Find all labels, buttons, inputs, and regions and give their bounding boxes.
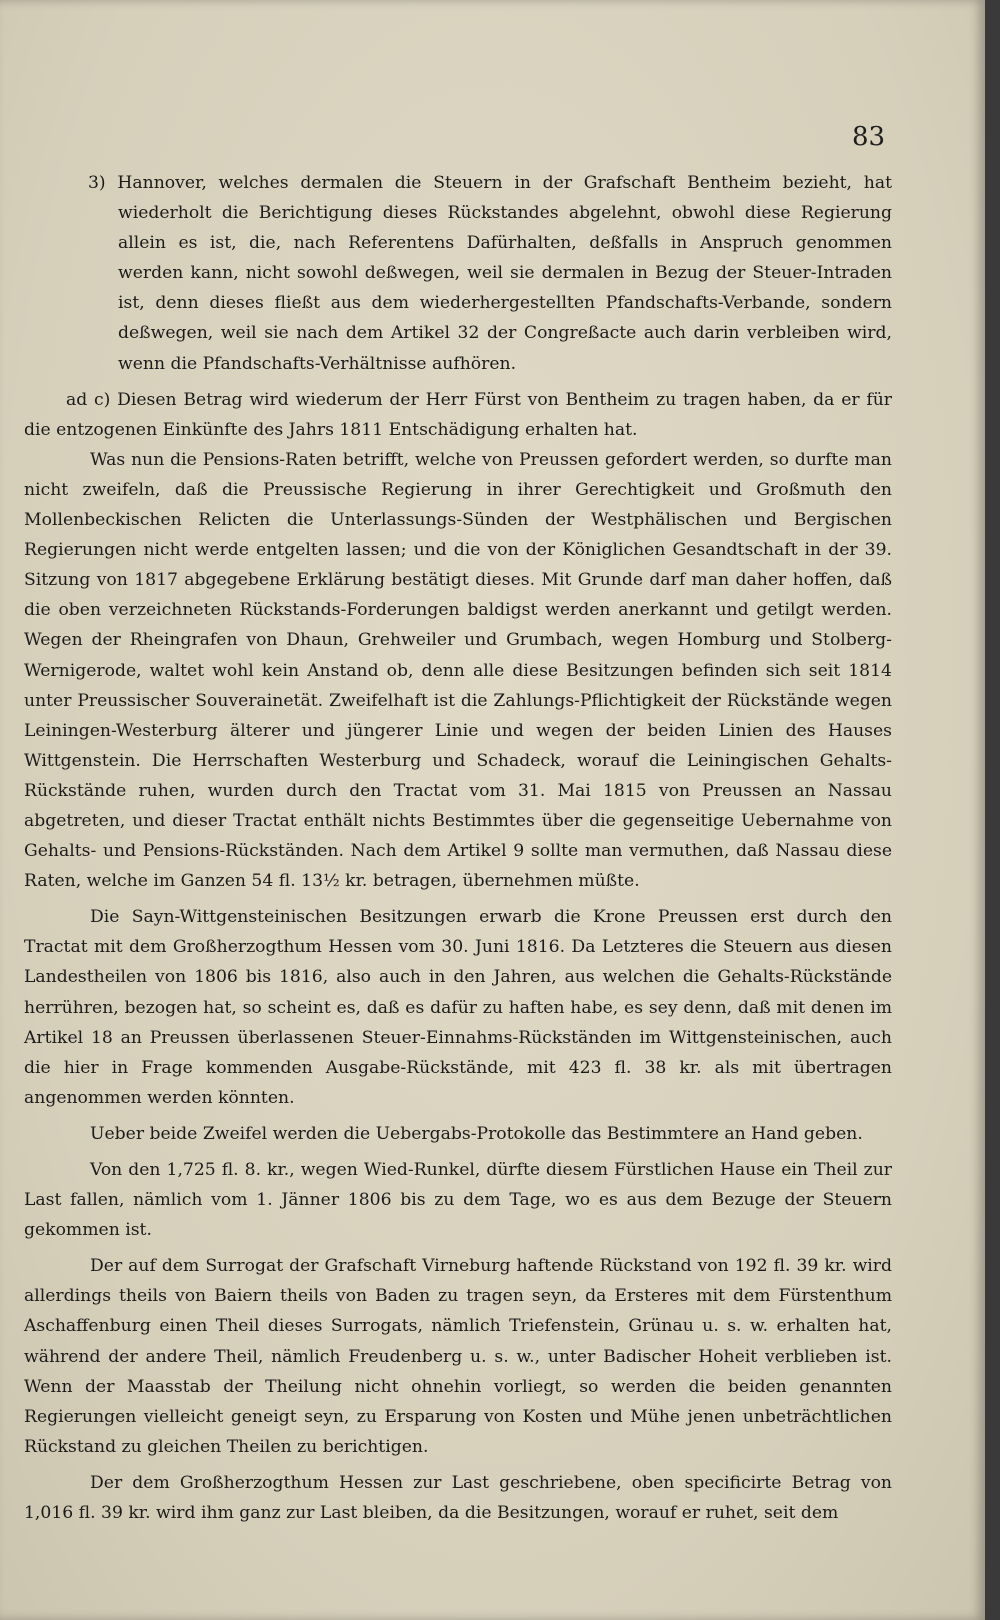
- paragraph-zweifel: Ueber beide Zweifel werden die Uebergabs-Protokolle das Bestimmtere an Hand geben.: [90, 1123, 863, 1144]
- page-number: 83: [852, 122, 886, 152]
- paragraph-hannover: 3) Hannover, welches dermalen die Steuern in der Grafschaft Bentheim bezieht, hat wiederholt die Berichtigung dieses Rückstandes abgelehnt, obwohl diese Regierung allein es ist, die, nach Referentens Dafürhalten, deßfalls in Anspruch genommen werden kann, nicht sowohl deßwegen, weil sie dermalen in Bezug der Steuer-Intraden ist, denn dieses fließt aus dem wiederhergestellten Pfandschafts-Verbande, sondern deßwegen, weil sie nach dem Artikel 32 der Congreßacte auch darin verbleiben wird, wenn die Pfandschafts-Verhältnisse aufhören.: [88, 173, 892, 374]
- paragraph-wied-runkel: Von den 1,725 fl. 8. kr., wegen Wied-Runkel, dürfte diesem Fürstlichen Hause ein Theil zur Last fallen, nämlich vom 1. Jänner 1806 bis zu dem Tage, wo es aus dem Bezuge der Steuern gekommen ist.: [24, 1160, 892, 1241]
- paragraph-hessen: Der dem Großherzogthum Hessen zur Last geschriebene, oben specificirte Betrag von 1,016 fl. 39 kr. wird ihm ganz zur Last bleiben, da die Besitzungen, worauf er ruhet, seit dem: [24, 1472, 892, 1524]
- paragraph-sayn-wittgenstein: Die Sayn-Wittgensteinischen Besitzungen erwarb die Krone Preussen erst durch den Tractat mit dem Großherzogthum Hessen vom 30. Juni 1816. Da Letzteres die Steuern aus diesen Landestheilen von 1806 bis 1816, also auch in den Jahren, aus welchen die Gehalts-Rückstände herrühren, bezogen hat, so scheint es, daß es dafür zu haften habe, es sey denn, daß mit denen im Artikel 18 an Preussen überlassenen Steuer-Einnahms-Rückständen im Wittgensteinischen, auch die hier in Frage kommenden Ausgabe-Rückstände, mit 423 fl. 38 kr. als mit übertragen angenommen werden könnten.: [24, 907, 892, 1108]
- body-text: [24, 168, 892, 1528]
- paragraph-ad-c: ad c) Diesen Betrag wird wiederum der Herr Fürst von Bentheim zu tragen haben, da er für die entzogenen Einkünfte des Jahrs 1811 Entschädigung erhalten hat.: [24, 389, 892, 440]
- paragraph-virneburg: Der auf dem Surrogat der Grafschaft Virneburg haftende Rückstand von 192 fl. 39 kr. wird allerdings theils von Baiern theils von Baden zu tragen seyn, da Ersteres mit dem Fürstenthum Aschaffenburg einen Theil dieses Surrogats, nämlich Triefenstein, Grünau u. s. w. erhalten hat, während der andere Theil, nämlich Freudenberg u. s. w., unter Badischer Hoheit verblieben ist. Wenn der Maasstab der Theilung nicht ohnehin vorliegt, so werden die beiden genannten Regierungen vielleicht geneigt seyn, zu Ersparung von Kosten und Mühe jenen unbeträchtlichen Rückstand zu gleichen Theilen zu berichtigen.: [24, 1256, 892, 1457]
- paragraph-pension-raten: Was nun die Pensions-Raten betrifft, welche von Preussen gefordert werden, so durfte man nicht zweifeln, daß die Preussische Regierung in ihrer Gerechtigkeit und Großmuth den Mollenbeckischen Relicten die Unterlassungs-Sünden der Westphälischen und Bergischen Regierungen nicht werde entgelten lassen; und die von der Königlichen Gesandtschaft in der 39. Sitzung von 1817 abgegebene Erklärung bestätigt dieses. Mit Grunde darf man daher hoffen, daß die oben verzeichneten Rückstands-Forderungen baldigst werden anerkannt und getilgt werden. Wegen der Rheingrafen von Dhaun, Grehweiler und Grumbach, wegen Homburg und Stolberg-Wernigerode, waltet wohl kein Anstand ob, denn alle diese Besitzungen befinden sich seit 1814 unter Preussischer Souverainetät. Zweifelhaft ist die Zahlungs-Pflichtigkeit der Rückstände wegen Leiningen-Westerburg älterer und jüngerer Linie und wegen der beiden Linien des Hauses Wittgenstein. Die Herrschaften Westerburg und Schadeck, worauf die Leiningischen Gehalts-Rückstände ruhen, wurden durch den Tractat vom 31. Mai 1815 von Preussen an Nassau abgetreten, und dieser Tractat enthält nichts Bestimmtes über die gegenseitige Uebernahme von Gehalts- und Pensions-Rückständen. Nach dem Artikel 9 sollte man vermuthen, daß Nassau diese Raten, welche im Ganzen 54 fl. 13½ kr. betragen, übernehmen müßte.: [24, 449, 892, 892]
